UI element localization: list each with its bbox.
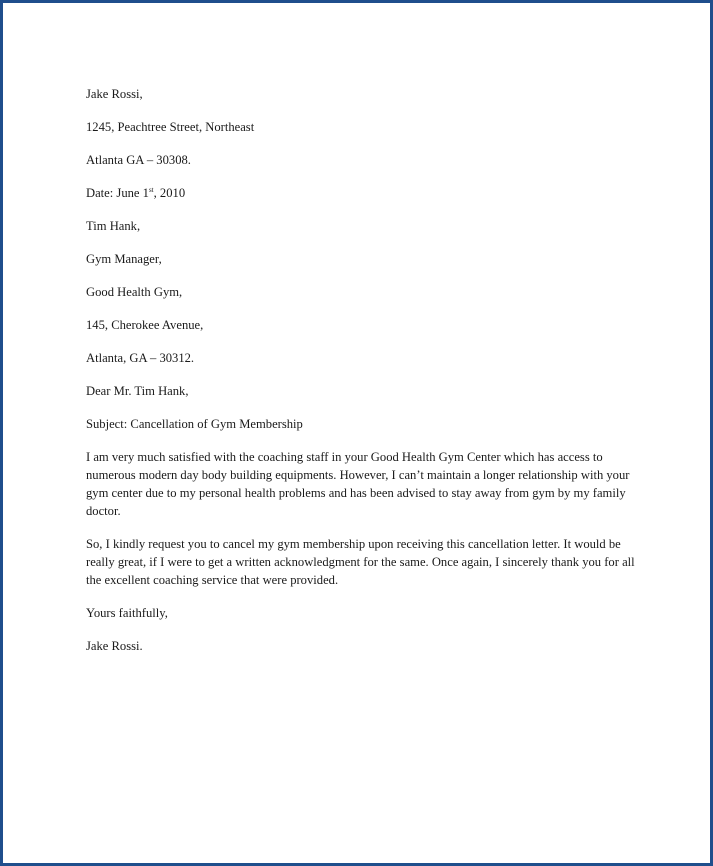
salutation: Dear Mr. Tim Hank,	[86, 384, 189, 398]
sender-street: 1245, Peachtree Street, Northeast	[86, 120, 255, 134]
sender-name: Jake Rossi,	[86, 87, 143, 101]
closing: Yours faithfully,	[86, 606, 168, 620]
signature-name: Jake Rossi.	[86, 639, 143, 653]
recipient-name: Tim Hank,	[86, 219, 141, 233]
subject-line: Subject: Cancellation of Gym Membership	[86, 417, 303, 431]
recipient-street: 145, Cherokee Avenue,	[86, 318, 204, 332]
letter-body	[86, 85, 636, 670]
date-ordinal-suffix: st	[148, 186, 154, 194]
recipient-title: Gym Manager,	[86, 252, 162, 266]
body-paragraph-1: I am very much satisfied with the coaching staff in your Good Health Gym Center which has access to numerous modern day body building equipments. However, I can’t maintain a longer relationship with your gym center due to my personal health problems and has been advised to stay away from gym by my family doctor.	[86, 450, 630, 518]
recipient-city: Atlanta, GA – 30312.	[86, 351, 195, 365]
body-paragraph-2: So, I kindly request you to cancel my gym membership upon receiving this cancellation letter. It would be really great, if I were to get a written acknowledgment for the same. Once again, I sincerely thank you for all the excellent coaching service that were provided.	[86, 537, 635, 587]
recipient-company: Good Health Gym,	[86, 285, 183, 299]
date-prefix: Date: June 1	[86, 186, 149, 200]
sender-city: Atlanta GA – 30308.	[86, 153, 191, 167]
date-year: , 2010	[153, 186, 186, 200]
letter-date	[86, 184, 636, 202]
